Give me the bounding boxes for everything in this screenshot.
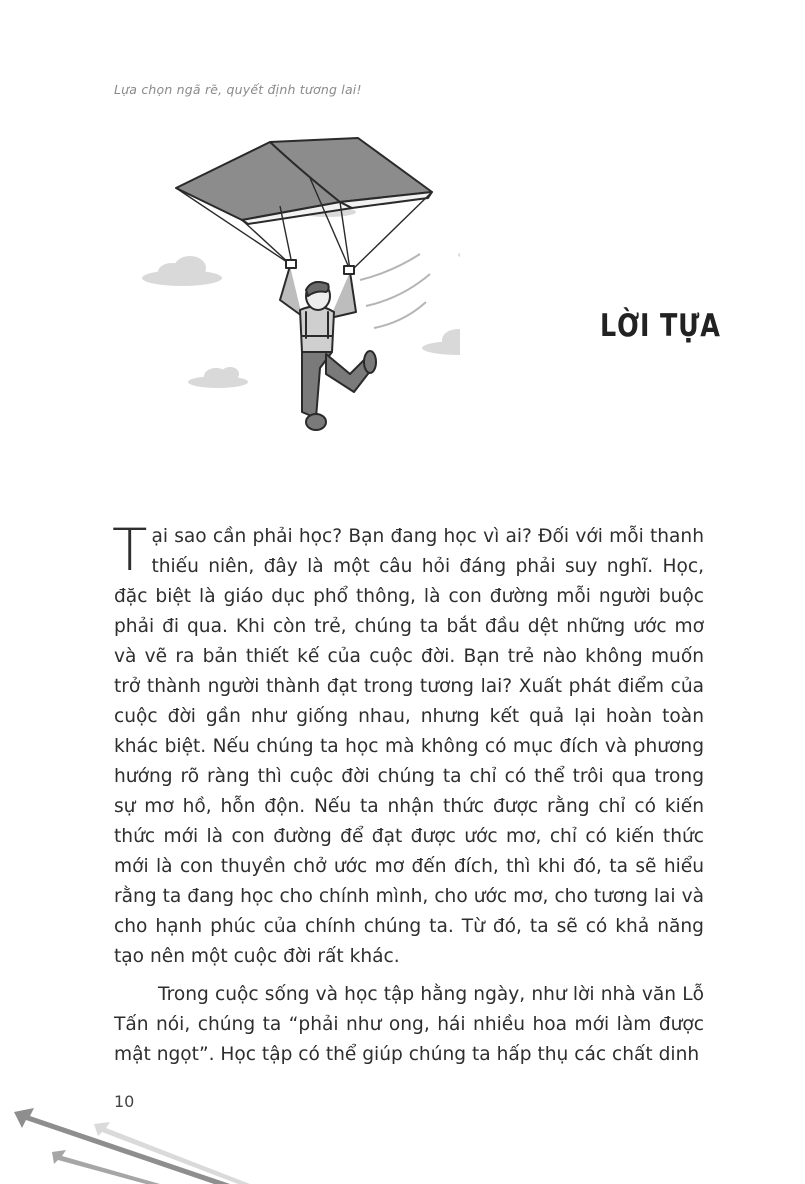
drop-cap: T: [112, 516, 148, 584]
paragraph-text: ại sao cần phải học? Bạn đang học vì ai? Đối với mỗi thanh thiếu niên, đây là một câu hỏi đáng phải suy nghĩ. Học, đặc biệt là giáo dục phổ thông, là con đường mỗi người buộc phải đi qua. Khi còn trẻ, chúng ta bắt đầu dệt những ước mơ và vẽ ra bản thiết kế của cuộc đời. Bạn trẻ nào không muốn trở thành người thành đạt trong tương lai? Xuất phát điểm của cuộc đời gần như giống nhau, nhưng kết quả lại hoàn toàn khác biệt. Nếu chúng ta học mà không có mục đích và phương hướng rõ ràng thì cuộc đời chúng ta chỉ có thể trôi qua trong sự mơ hồ, hỗn độn. Nếu ta nhận thức được rằng chỉ có kiến thức mới là con đường để đạt được ước mơ, chỉ có kiến thức mới là con thuyền chở ước mơ đến đích, thì khi đó, ta sẽ hiểu rằng ta đang học cho chính mình, cho ước mơ, cho tương lai và cho hạnh phúc của chính chúng ta. Từ đó, ta sẽ có khả năng tạo nên một cuộc đời rất khác.: [114, 526, 704, 967]
cloud-icon: [422, 329, 460, 355]
boy-with-book-parachute-icon: [130, 130, 460, 450]
paragraph: [112, 516, 704, 972]
paragraph: Trong cuộc sống và học tập hằng ngày, như lời nhà văn Lỗ Tấn nói, chúng ta “phải như ong, hái nhiều hoa mới làm được mật ngọt”. Học tập có thể giúp chúng ta hấp thụ các chất dinh: [114, 984, 704, 1065]
cloud-icon: [188, 367, 248, 388]
running-header: Lựa chọn ngã rẽ, quyết định tương lai!: [114, 82, 362, 97]
cloud-icon: [142, 256, 222, 286]
page-number: 10: [114, 1092, 135, 1111]
chapter-title: LỜI TỰA: [600, 308, 721, 344]
decorative-arrows-icon: [0, 1100, 260, 1184]
body-text: [112, 516, 704, 1070]
cloud-icon: [458, 240, 460, 261]
